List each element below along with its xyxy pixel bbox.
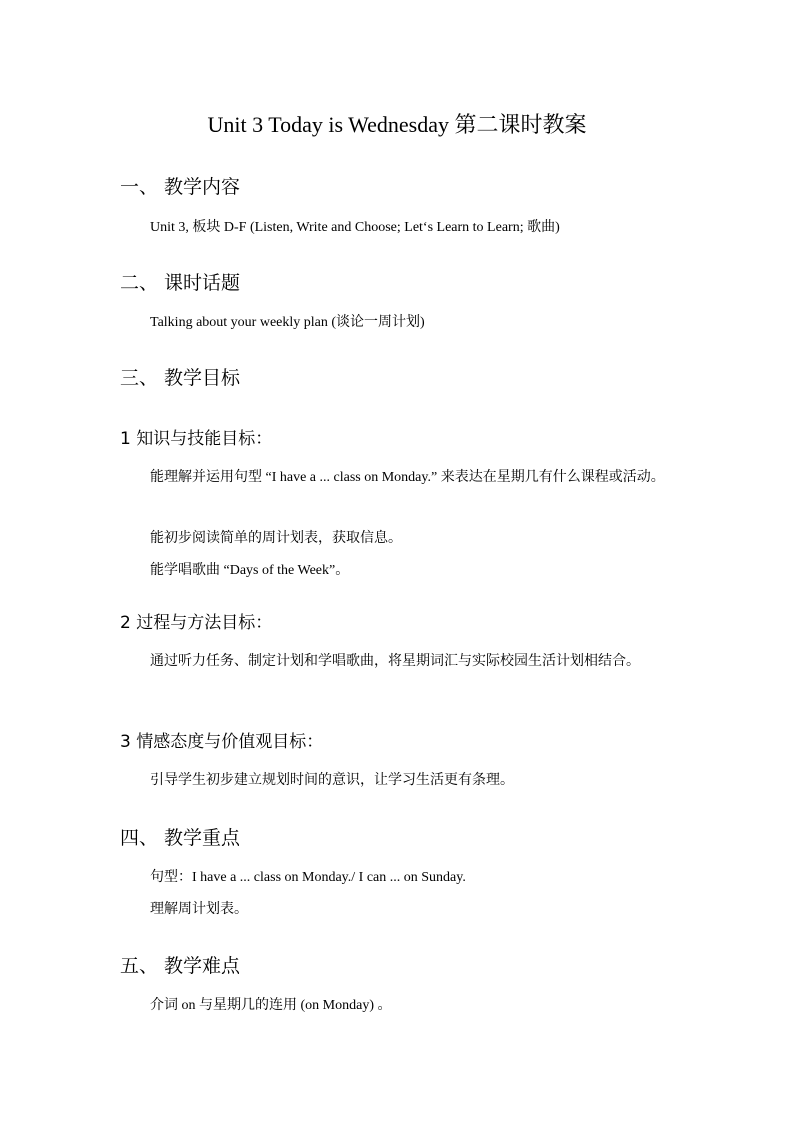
- section-text-topic: Talking about your weekly plan (谈论一周计划): [150, 315, 425, 330]
- objective-item: 能初步阅读简单的周计划表，获取信息。: [150, 531, 402, 546]
- section-heading-difficulties: 五、 教学难点: [120, 955, 241, 977]
- subheading-process: 2 过程与方法目标：: [120, 613, 273, 633]
- subheading-emotion: 3 情感态度与价值观目标：: [120, 732, 324, 752]
- section-heading-content: 一、 教学内容: [120, 176, 241, 198]
- objective-item: 能学唱歌曲 “Days of the Week”。: [150, 563, 350, 578]
- objective-text-emotion: 引导学生初步建立规划时间的意识，让学习生活更有条理。: [150, 773, 514, 788]
- section-text-content: Unit 3, 板块 D-F (Listen, Write and Choose; Let‘s Learn to Learn; 歌曲): [150, 220, 560, 235]
- section-heading-key-points: 四、 教学重点: [120, 827, 241, 849]
- key-point-item: 句型：I have a ... class on Monday./ I can ... on Sunday.: [150, 870, 466, 885]
- difficulty-text: 介词 on 与星期几的连用 (on Monday) 。: [150, 998, 392, 1013]
- key-point-item: 理解周计划表。: [150, 902, 248, 917]
- subheading-knowledge: 1 知识与技能目标：: [120, 429, 273, 449]
- section-heading-topic: 二、 课时话题: [120, 272, 241, 294]
- section-heading-objectives: 三、 教学目标: [120, 367, 241, 389]
- objective-item: 能理解并运用句型 “I have a ... class on Monday.” 来表达在星期几有什么课程或活动。: [150, 470, 665, 485]
- page-title: Unit 3 Today is Wednesday 第二课时教案: [207, 112, 587, 137]
- objective-text-process: 通过听力任务、制定计划和学唱歌曲，将星期词汇与实际校园生活计划相结合。: [150, 654, 640, 669]
